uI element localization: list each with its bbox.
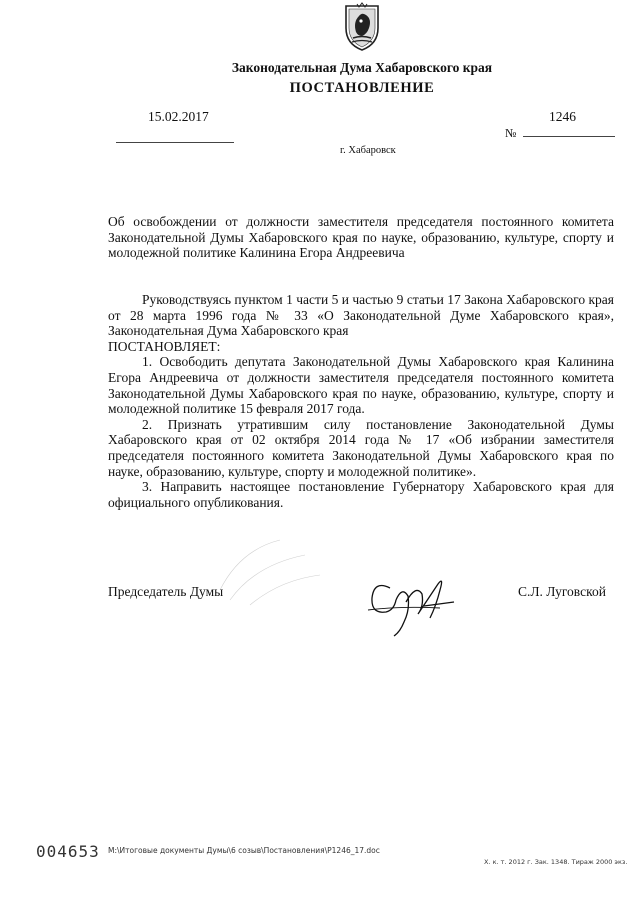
document-number: 1246 <box>549 109 576 124</box>
organization-name: Законодательная Дума Хабаровского края <box>231 60 493 75</box>
document-body <box>108 292 614 510</box>
document-date: 15.02.2017 <box>148 109 209 124</box>
resolves-heading: ПОСТАНОВЛЯЕТ: <box>108 338 221 354</box>
stamp-impression-icon <box>210 530 330 610</box>
handwritten-signature-icon <box>360 566 470 638</box>
number-underline <box>523 136 615 137</box>
file-path: M:\Итоговые документы Думы\6 созыв\Постановления\P1246_17.doc <box>108 846 380 855</box>
signatory-title: Председатель Думы <box>108 584 224 599</box>
document-title: Об освобождении от должности заместителя председателя постоянного комитета Законодательной Думы Хабаровского края по науке, образованию, культуре, спорту и молодежной политике Калинина Егора Андреевича <box>108 214 614 261</box>
registry-number: 004653 <box>36 842 100 861</box>
coat-of-arms-icon <box>339 2 385 52</box>
date-underline <box>116 142 234 143</box>
preamble-paragraph: Руководствуясь пунктом 1 части 5 и частью 9 статьи 17 Закона Хабаровского края от 28 марта 1996 года № 33 «О Законодательной Думе Хабаровского края», Законодательная Дума Хабаровского края <box>108 292 614 339</box>
signatory-name: С.Л. Луговской <box>518 584 606 599</box>
resolution-item-3: 3. Направить настоящее постановление Губернатору Хабаровского края для официального опубликования. <box>108 479 614 510</box>
number-sign: № <box>505 126 517 140</box>
resolution-item-2: 2. Признать утратившим силу постановление Законодательной Думы Хабаровского края от 02 октября 2014 года № 17 «Об избрании заместителя председателя постоянного комитета Законодательной Думы Хабаровского края по науке, образованию, культуре, спорту и молодежной политике». <box>108 416 614 479</box>
city-label: г. Хабаровск <box>340 145 396 156</box>
document-type: ПОСТАНОВЛЕНИЕ <box>289 80 435 96</box>
resolution-item-1: 1. Освободить депутата Законодательной Думы Хабаровского края Калинина Егора Андреевича от должности заместителя председателя постоянного комитета Законодательной Думы Хабаровского края по науке, образованию, культуре, спорту и молодежной политике 15 февраля 2017 года. <box>108 354 614 417</box>
print-info: Х. к. т. 2012 г. Зак. 1348. Тираж 2000 экз. <box>484 858 628 866</box>
